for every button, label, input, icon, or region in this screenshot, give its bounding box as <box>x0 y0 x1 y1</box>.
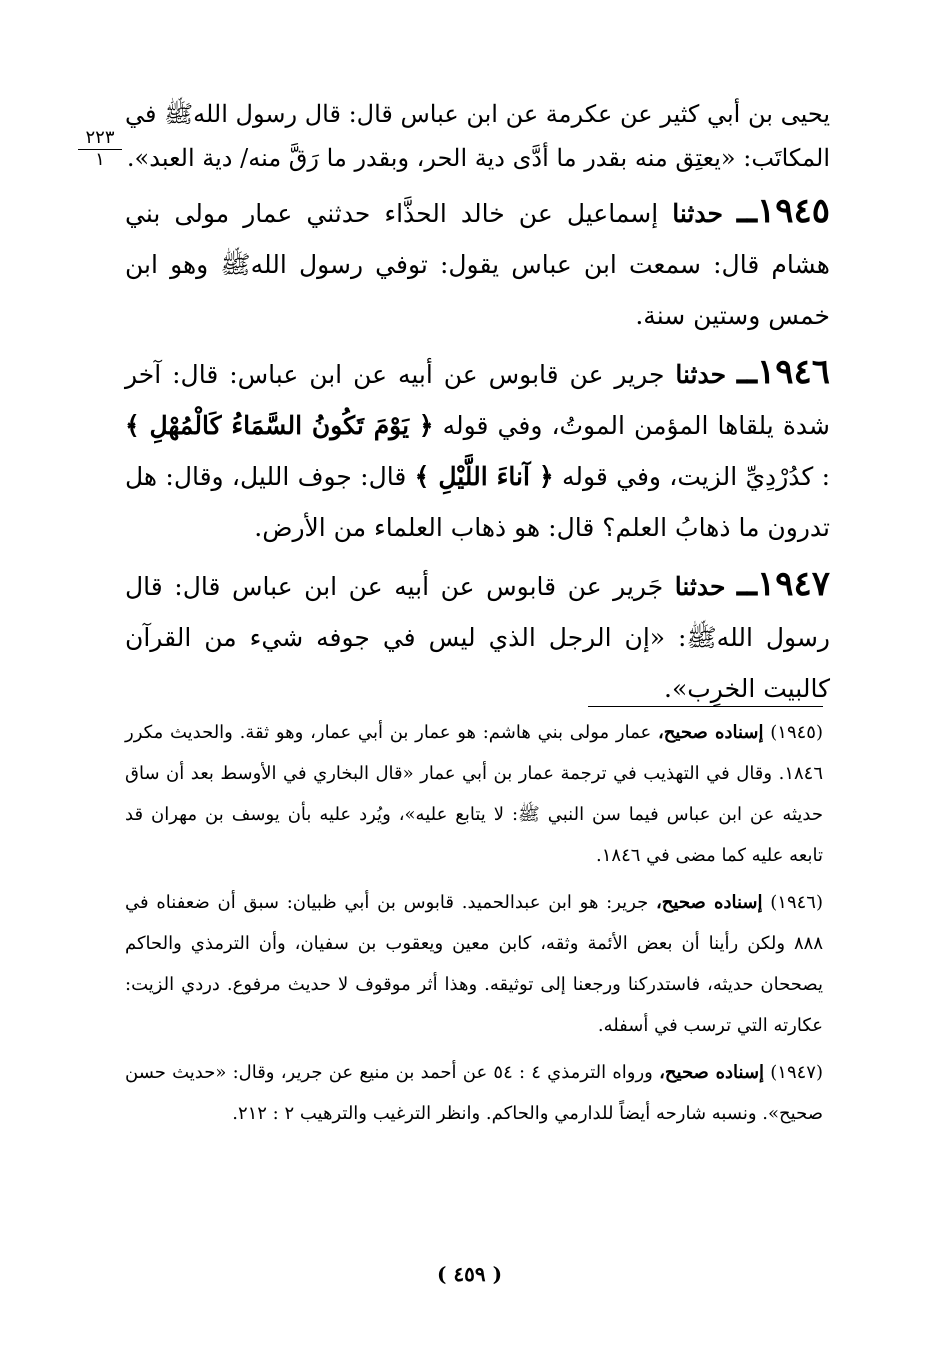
footnote-1947 <box>125 1052 823 1134</box>
hadith-1946 <box>125 347 830 553</box>
main-text <box>125 92 830 714</box>
footnote-1946 <box>125 882 823 1046</box>
hadith-text-part-b: : كدُرْدِيِّ الزيت، وفي قوله <box>561 462 831 491</box>
footnote-grading: إسناده صحيح، <box>659 1062 765 1083</box>
hadith-1945 <box>125 186 830 341</box>
quran-quote-1: ﴿ يَوْمَ تَكُونُ السَّمَاءُ كَالْمُهْلِ ﴾ <box>125 411 434 440</box>
margin-reference-sub: ١ <box>95 149 105 170</box>
quran-quote-2: ﴿ آناءَ اللَّيْلِ ﴾ <box>414 462 554 491</box>
hadith-1947 <box>125 559 830 714</box>
hadith-number: ١٩٤٥ <box>756 191 830 231</box>
footnote-grading: إسناده صحيح، <box>656 892 763 913</box>
paragraph-text: يحيى بن أبي كثير عن عكرمة عن ابن عباس قال: قال رسول اللهﷺ في المكاتَب: «يعتِق منه بقدر ما أدَّى دية الحر، وبقدر ما رَقَّ منه/ دية العبد». <box>125 100 830 172</box>
margin-reference-number: ٢٢٣ <box>78 128 122 150</box>
footnote-separator <box>588 706 823 707</box>
continuation-paragraph <box>125 92 830 180</box>
hadith-text: إسماعيل عن خالد الحذَّاء حدثني عمار مولى بني هشام قال: سمعت ابن عباس يقول: توفي رسول اللهﷺ وهو ابن خمس وستين سنة. <box>125 199 830 330</box>
footnote-text: جرير: هو ابن عبدالحميد. قابوس بن أبي ظبيان: سبق أن ضعفناه في ٨٨٨ ولكن رأينا أن بعض الأئمة وثقه، كابن معين ويعقوب بن سفيان، وأن الترمذي والحاكم يصححان حديثه، فاستدركنا ورجعنا إلى توثيقه. وهذا أثر موقوف لا حديث مرفوع. دردي الزيت: عكارته التي ترسب في أسفله. <box>125 892 823 1036</box>
footnote-1945 <box>125 712 823 876</box>
hadith-text-part-a: جرير عن قابوس عن أبيه عن ابن عباس: قال: آخر شدة يلقاها المؤمن الموتُ، وفي قوله <box>125 360 830 440</box>
footnote-ref: (١٩٤٧) <box>770 1062 823 1083</box>
hadith-lead-word: حدثنا <box>672 199 723 228</box>
footnote-grading: إسناده صحيح، <box>658 722 764 743</box>
hadith-dash: ــ <box>737 352 757 392</box>
footnote-ref: (١٩٤٦) <box>770 892 823 913</box>
hadith-number: ١٩٤٦ <box>756 352 831 392</box>
margin-reference <box>78 128 122 170</box>
footnote-text: عمار مولى بني هاشم: هو عمار بن أبي عمار، وهو ثقة. والحديث مكرر ١٨٤٦. وقال في التهذيب في ترجمة عمار بن أبي عمار «قال البخاري في الأوسط بعد أن ساق حديثه عن ابن عباس فيما سن النبي ﷺ: لا يتابع عليه»، ويُرد عليه بأن يوسف بن مهران قد تابعه عليه كما مضى في ١٨٤٦. <box>125 722 823 866</box>
footnotes <box>125 712 823 1140</box>
hadith-lead-word: حدثنا <box>675 360 727 389</box>
footnote-text: ورواه الترمذي ٤ : ٥٤ عن أحمد بن منيع عن جرير، وقال: «حديث حسن صحيح». ونسبه شارحه أيضاً للدارمي والحاكم. وانظر الترغيب والترهيب ٢ : ٢١٢. <box>125 1062 823 1124</box>
hadith-number: ١٩٤٧ <box>756 564 831 604</box>
hadith-lead-word: حدثنا <box>674 572 726 601</box>
page-number: ( ٤٥٩ ) <box>436 1262 503 1286</box>
hadith-dash: ــ <box>737 191 757 231</box>
hadith-dash: ــ <box>737 564 757 604</box>
footnote-ref: (١٩٤٥) <box>770 722 823 743</box>
hadith-text: جَرير عن قابوس عن أبيه عن ابن عباس قال: قال رسول اللهﷺ: «إن الرجل الذي ليس في جوفه شيء من القرآن كالبيت الخرِب». <box>125 572 830 703</box>
hadith-text-part-c: قال: جوف الليل، وقال: هل تدرون ما ذهابُ العلم؟ قال: هو ذهاب العلماء من الأرض. <box>125 462 830 542</box>
